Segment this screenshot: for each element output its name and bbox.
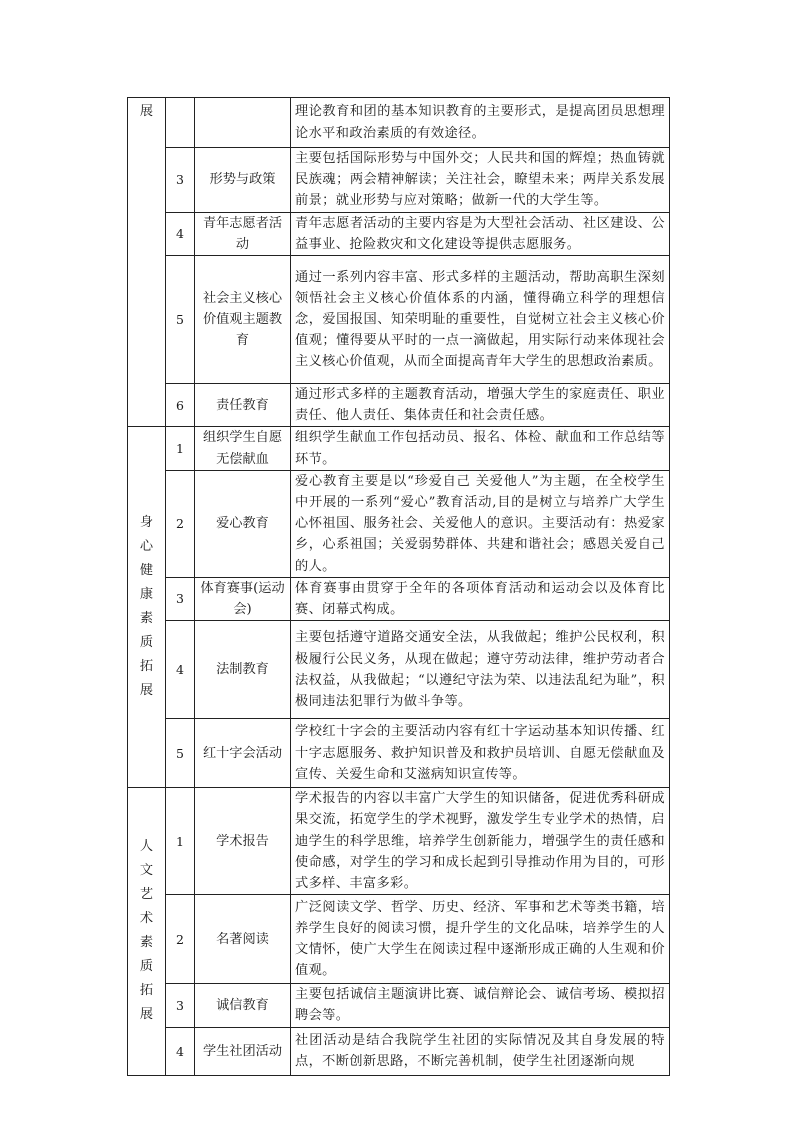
activity-description: 通过一系列内容丰富、形式多样的主题活动，帮助高职生深刻领悟社会主义核心价值体系的内涵，懂得确立科学的理想信念，爱国报国、知荣明耻的重要性，自觉树立社会主义核心价值观；懂得要从平时的一点一滴做起，用实际行动来体现社会主义核心价值观，从而全面提高青年大学生的思想政治素质。 xyxy=(291,256,670,384)
activity-name: 名著阅读 xyxy=(195,895,291,984)
activity-name: 社会主义核心价值观主题教育 xyxy=(195,256,291,384)
category-char: 身 xyxy=(139,515,154,531)
activity-description: 通过形式多样的主题教育活动，增强大学生的家庭责任、职业责任、他人责任、集体责任和社会责任感。 xyxy=(291,384,670,427)
activity-name: 组织学生自愿无偿献血 xyxy=(195,427,291,470)
table-row xyxy=(128,427,670,470)
table-row xyxy=(128,621,670,719)
activity-name: 责任教育 xyxy=(195,384,291,427)
activity-name: 青年志愿者活动 xyxy=(195,212,291,255)
row-number: 3 xyxy=(166,148,195,213)
row-number: 1 xyxy=(166,427,195,470)
table-row xyxy=(128,719,670,788)
category-cell xyxy=(128,788,166,1075)
activity-name: 诚信教育 xyxy=(195,984,291,1027)
category-char: 拓 xyxy=(139,983,154,999)
activity-name: 红十字会活动 xyxy=(195,719,291,788)
row-number: 4 xyxy=(166,621,195,719)
row-number: 5 xyxy=(166,256,195,384)
activity-name: 体育赛事(运动会) xyxy=(195,577,291,620)
category-char: 艺 xyxy=(139,887,154,903)
category-char: 展 xyxy=(139,683,154,699)
category-char: 素 xyxy=(139,611,154,627)
activity-description: 主要包括国际形势与中国外交；人民共和国的辉煌；热血铸就民族魂；两会精神解读；关注社会，瞭望未来；两岸关系发展前景；就业形势与应对策略；做新一代的大学生等。 xyxy=(291,148,670,213)
category-char: 质 xyxy=(139,959,154,975)
activity-table xyxy=(127,97,670,1076)
activity-name: 爱心教育 xyxy=(195,470,291,577)
category-char: 心 xyxy=(139,539,154,555)
activity-name xyxy=(195,98,291,148)
activity-description: 爱心教育主要是以“珍爱自己 关爱他人”为主题，在全校学生中开展的一系列“爱心”教育活动,目的是树立与培养广大学生心怀祖国、服务社会、关爱他人的意识。主要活动有：热爱家乡，心系祖国；关爱弱势群体、共建和谐社会；感恩关爱自己的人。 xyxy=(291,470,670,577)
category-char: 文 xyxy=(139,863,154,879)
table-row xyxy=(128,470,670,577)
row-number: 3 xyxy=(166,577,195,620)
row-number: 5 xyxy=(166,719,195,788)
category-cell xyxy=(128,98,166,427)
row-number: 2 xyxy=(166,895,195,984)
table-row xyxy=(128,1027,670,1075)
activity-name: 学生社团活动 xyxy=(195,1027,291,1075)
table-row xyxy=(128,384,670,427)
table-row xyxy=(128,212,670,255)
category-char: 术 xyxy=(139,911,154,927)
category-char: 人 xyxy=(139,839,154,855)
activity-name: 法制教育 xyxy=(195,621,291,719)
activity-description: 组织学生献血工作包括动员、报名、体检、献血和工作总结等环节。 xyxy=(291,427,670,470)
row-number xyxy=(166,98,195,148)
table-row xyxy=(128,984,670,1027)
activity-description: 主要包括遵守道路交通安全法，从我做起；维护公民权利，积极履行公民义务，从现在做起；遵守劳动法律，维护劳动者合法权益，从我做起；“以遵纪守法为荣、以违法乱纪为耻”，积极同违法犯罪行为做斗争等。 xyxy=(291,621,670,719)
activity-description: 广泛阅读文学、哲学、历史、经济、军事和艺术等类书籍，培养学生良好的阅读习惯，提升学生的文化品味，培养学生的人文情怀，使广大学生在阅读过程中逐渐形成正确的人生观和价值观。 xyxy=(291,895,670,984)
category-char: 素 xyxy=(139,935,154,951)
activity-name: 形势与政策 xyxy=(195,148,291,213)
activity-description: 学术报告的内容以丰富广大学生的知识储备，促进优秀科研成果交流，拓宽学生的学术视野，激发学生专业学术的热情，启迪学生的科学思维，培养学生创新能力，增强学生的责任感和使命感，对学生的学习和成长起到引导推动作用为目的，可形式多样、丰富多彩。 xyxy=(291,788,670,895)
row-number: 6 xyxy=(166,384,195,427)
row-number: 4 xyxy=(166,212,195,255)
table-row xyxy=(128,148,670,213)
category-char: 质 xyxy=(139,635,154,651)
activity-name: 学术报告 xyxy=(195,788,291,895)
activity-description: 体育赛事由贯穿于全年的各项体育活动和运动会以及体育比赛、闭幕式构成。 xyxy=(291,577,670,620)
activity-description: 学校红十字会的主要活动内容有红十字运动基本知识传播、红十字志愿服务、救护知识普及和救护员培训、自愿无偿献血及宣传、关爱生命和艾滋病知识宣传等。 xyxy=(291,719,670,788)
category-char: 健 xyxy=(139,563,154,579)
table-row xyxy=(128,788,670,895)
row-number: 3 xyxy=(166,984,195,1027)
row-number: 1 xyxy=(166,788,195,895)
activity-description: 青年志愿者活动的主要内容是为大型社会活动、社区建设、公益事业、抢险救灾和文化建设等提供志愿服务。 xyxy=(291,212,670,255)
category-cell xyxy=(128,427,166,788)
category-char: 展 xyxy=(139,1007,154,1023)
activity-description: 理论教育和团的基本知识教育的主要形式，是提高团员思想理论水平和政治素质的有效途径。 xyxy=(291,98,670,148)
table-row xyxy=(128,895,670,984)
activity-description: 主要包括诚信主题演讲比赛、诚信辩论会、诚信考场、模拟招聘会等。 xyxy=(291,984,670,1027)
row-number: 2 xyxy=(166,470,195,577)
row-number: 4 xyxy=(166,1027,195,1075)
table-row xyxy=(128,256,670,384)
category-char: 展 xyxy=(139,104,154,119)
table-row xyxy=(128,98,670,148)
category-char: 拓 xyxy=(139,659,154,675)
category-char: 康 xyxy=(139,587,154,603)
table-row xyxy=(128,577,670,620)
activity-description: 社团活动是结合我院学生社团的实际情况及其自身发展的特点，不断创新思路，不断完善机制，使学生社团逐渐向规 xyxy=(291,1027,670,1075)
